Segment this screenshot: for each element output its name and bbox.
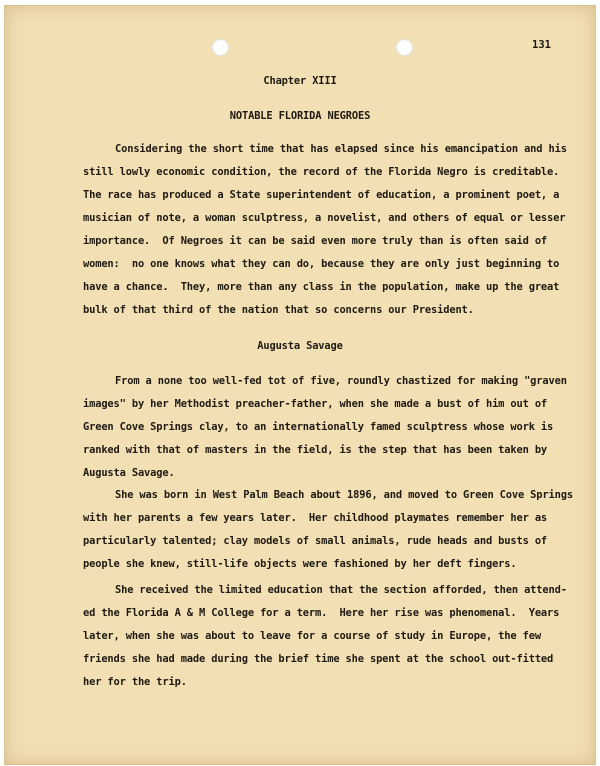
text-line: bulk of that third of the nation that so concerns our President. [83,304,474,316]
text-line: particularly talented; clay models of small animals, rude heads and busts of [83,535,548,547]
text-line: later, when she was about to leave for a course of study in Europe, the few [83,630,541,642]
text-line: Augusta Savage. [83,467,175,479]
text-line: She was born in West Palm Beach about 1896, and moved to Green Cove Springs [115,489,573,501]
text-line: images" by her Methodist preacher-father, when she made a bust of him out of [83,398,548,410]
text-line: still lowly economic condition, the record of the Florida Negro is creditable. [83,166,560,178]
chapter-title: NOTABLE FLORIDA NEGROES [229,110,371,122]
paragraph-savage-1 [83,370,567,485]
text-line: her for the trip. [83,676,187,688]
text-line: Considering the short time that has elapsed since his emancipation and his [115,143,567,155]
text-line: From a none too well-fed tot of five, roundly chastized for making "graven [115,375,567,387]
paragraph-savage-3 [83,579,567,694]
text-line: musician of note, a woman sculptress, a novelist, and others of equal or lesser [83,212,566,224]
section-heading: Augusta Savage [257,340,343,352]
punch-hole-right [396,39,413,56]
text-line: Green Cove Springs clay, to an internationally famed sculptress whose work is [83,421,554,433]
text-line: with her parents a few years later. Her childhood playmates remember her as [83,512,548,524]
text-line: ed the Florida A & M College for a term. Here her rise was phenomenal. Years [83,607,560,619]
text-line: The race has produced a State superintendent of education, a prominent poet, a [83,189,560,201]
paragraph-intro [83,138,567,322]
document-page [4,5,596,765]
text-line: friends she had made during the brief time she spent at the school out-fitted [83,653,554,665]
text-line: have a chance. They, more than any class in the population, make up the great [83,281,560,293]
text-line: people she knew, still-life objects were fashioned by her deft fingers. [83,558,517,570]
text-line: ranked with that of masters in the field, is the step that has been taken by [83,444,548,456]
chapter-heading: Chapter XIII [263,75,337,87]
paragraph-savage-2 [83,484,573,576]
text-line: importance. Of Negroes it can be said even more truly than is often said of [83,235,548,247]
punch-hole-left [212,39,229,56]
page-number: 131 [532,39,551,51]
text-line: women: no one knows what they can do, because they are only just beginning to [83,258,560,270]
text-line: She received the limited education that the section afforded, then attend- [115,584,567,596]
